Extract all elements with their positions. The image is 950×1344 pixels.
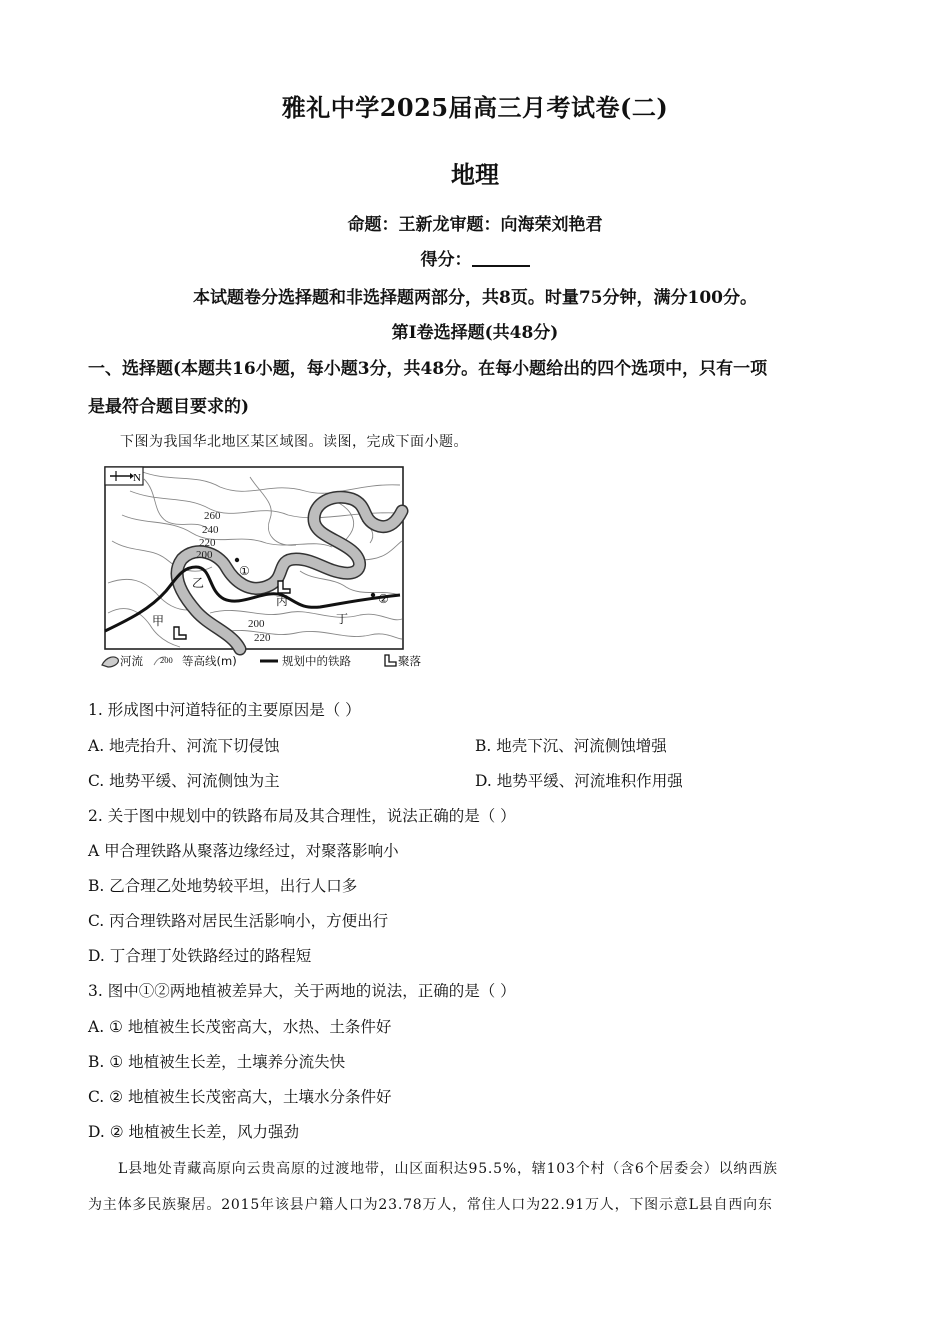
place-label-jia: 甲 — [152, 614, 165, 628]
place-label-yi: 乙 — [192, 576, 205, 590]
legend-railway: 规划中的铁路 — [282, 654, 351, 668]
question-1-option-d: D. 地势平缓、河流堆积作用强 — [475, 772, 683, 790]
contour-label: 240 — [202, 524, 219, 536]
contour-label: 220 — [254, 632, 271, 644]
legend-settlement: 聚落 — [398, 654, 421, 668]
score-line — [0, 245, 950, 270]
subject-title: 地理 — [451, 160, 499, 189]
question-3-stem: 3. 图中①②两地植被差异大，关于两地的说法，正确的是（ ） — [88, 982, 516, 1000]
score-blank — [472, 249, 530, 267]
contour-label: 220 — [199, 537, 216, 549]
place-label-ding: 丁 — [336, 612, 349, 626]
contour-label: 200 — [248, 618, 265, 630]
region-map — [100, 463, 421, 671]
question-1-stem: 1. 形成图中河道特征的主要原因是（ ） — [88, 701, 361, 719]
place-label-2: ② — [378, 592, 389, 606]
legend-river: 河流 — [120, 654, 143, 668]
part-title: 第Ⅰ卷选择题(共48分) — [391, 323, 559, 343]
passage-line-1: L县地处青藏高原向云贵高原的过渡地带，山区面积达95.5%，辖103个村（含6个居委会）以纳西族 — [118, 1161, 778, 1177]
question-2-stem: 2. 关于图中规划中的铁路布局及其合理性，说法正确的是（ ） — [88, 807, 516, 825]
question-2-option-c: C. 丙合理铁路对居民生活影响小，方便出行 — [88, 912, 389, 930]
score-label: 得分： — [420, 250, 472, 270]
question-1-option-c: C. 地势平缓、河流侧蚀为主 — [88, 772, 280, 790]
exam-info: 本试题卷分选择题和非选择题两部分，共8页。时量75分钟，满分100分。 — [193, 288, 757, 308]
place-label-1: ① — [239, 564, 250, 578]
section-heading-line2: 是最符合题目要求的) — [88, 397, 250, 417]
question-3-option-b: B. ① 地植被生长差，土壤养分流失快 — [88, 1053, 346, 1071]
legend-contour-sample: 200 — [160, 655, 173, 665]
question-2-option-b: B. 乙合理乙处地势较平坦，出行人口多 — [88, 877, 358, 895]
legend-river-icon — [102, 657, 118, 667]
question-intro: 下图为我国华北地区某区域图。读图，完成下面小题。 — [120, 434, 468, 450]
exam-title: 雅礼中学2025届高三月考试卷(二) — [281, 93, 669, 122]
question-2-option-a: A 甲合理铁路从聚落边缘经过，对聚落影响小 — [88, 842, 399, 860]
question-2-option-d: D. 丁合理丁处铁路经过的路程短 — [88, 947, 312, 965]
compass-label: N — [133, 472, 141, 484]
contour-label: 200 — [196, 549, 213, 561]
contour-label: 260 — [204, 510, 221, 522]
passage-line-2: 为主体多民族聚居。2015年该县户籍人口为23.78万人，常住人口为22.91万人，下图示意L县自西向东 — [88, 1197, 773, 1213]
question-1-option-b: B. 地壳下沉、河流侧蚀增强 — [475, 737, 667, 755]
question-1-option-a: A. 地壳抬升、河流下切侵蚀 — [88, 737, 280, 755]
question-3-option-c: C. ② 地植被生长茂密高大，土壤水分条件好 — [88, 1088, 392, 1106]
point-1-dot — [235, 558, 239, 562]
legend-settlement-icon — [385, 655, 396, 666]
authors-line: 命题：王新龙审题：向海荣刘艳君 — [347, 215, 603, 235]
legend-contour: 等高线(m) — [182, 654, 237, 668]
point-2-dot — [371, 593, 375, 597]
section-heading-line1: 一、选择题(本题共16小题，每小题3分，共48分。在每小题给出的四个选项中，只有一项 — [88, 359, 768, 379]
question-3-option-a: A. ① 地植被生长茂密高大，水热、土条件好 — [88, 1018, 392, 1036]
map-legend — [102, 654, 421, 668]
place-label-bing: 丙 — [276, 594, 289, 608]
question-3-option-d: D. ② 地植被生长差，风力强劲 — [88, 1123, 300, 1141]
